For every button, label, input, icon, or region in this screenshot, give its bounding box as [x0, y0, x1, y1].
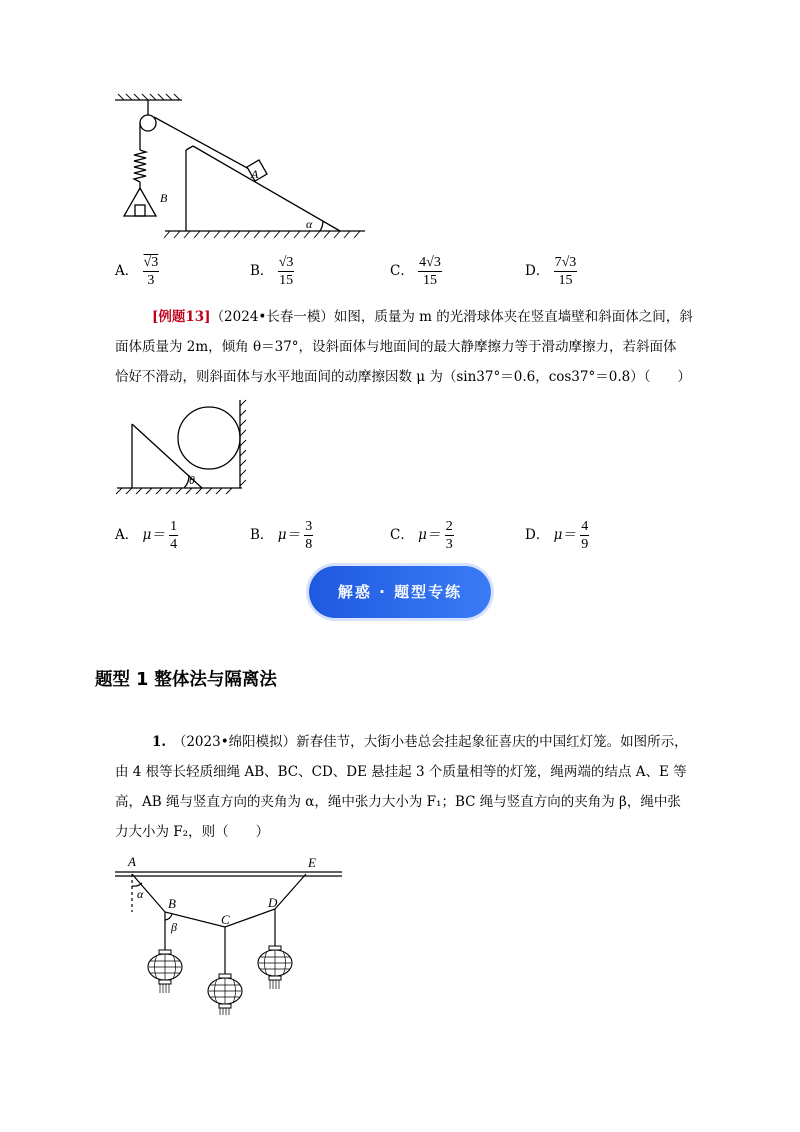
option-b[interactable] — [250, 254, 294, 289]
fraction-denominator: 3 — [147, 273, 155, 288]
fraction-numerator: 1 — [170, 519, 178, 534]
label-A: A — [251, 167, 259, 181]
option-letter: D． — [525, 527, 550, 543]
label-D: D — [268, 895, 278, 910]
fraction-denominator: 4 — [170, 537, 178, 552]
option-b[interactable] — [250, 518, 313, 553]
label-beta: β — [171, 920, 177, 934]
fraction-denominator: 15 — [279, 273, 294, 288]
mu-prefix: μ＝ — [553, 527, 576, 543]
fraction-denominator: 3 — [445, 537, 453, 552]
option-letter: B． — [250, 263, 274, 279]
label-A: A — [128, 854, 136, 869]
fraction-numerator: 2 — [445, 519, 453, 534]
fraction-numerator: √3 — [143, 255, 159, 270]
question-number: 1. — [152, 734, 167, 750]
question1-text — [115, 727, 725, 847]
label-theta: θ — [189, 473, 195, 487]
fraction-denominator: 15 — [422, 273, 437, 288]
example-line: （2024•长春一模）如图，质量为 m 的光滑球体夹在竖直墙壁和斜面体之间，斜 — [210, 309, 693, 325]
example-line: 恰好不滑动，则斜面体与水平地面间的动摩擦因数 μ 为（sin37°＝0.6，cos37°＝0.8）（ ） — [115, 369, 691, 385]
figure-lanterns — [110, 852, 350, 1017]
mu-prefix: μ＝ — [277, 527, 300, 543]
label-C: C — [221, 912, 230, 927]
label-alpha: α — [137, 887, 144, 901]
label-B: B — [168, 896, 176, 911]
fraction-denominator: 15 — [558, 273, 573, 288]
option-letter: C． — [390, 263, 414, 279]
fraction-numerator: 7√3 — [554, 255, 577, 270]
question-line: 由 4 根等长轻质细绳 AB、BC、CD、DE 悬挂起 3 个质量相等的灯笼，绳两端的结点 A、E 等 — [115, 764, 687, 780]
option-letter: A． — [115, 527, 139, 543]
option-letter: C． — [390, 527, 414, 543]
figure-pulley-incline — [110, 90, 370, 240]
option-a[interactable] — [115, 254, 159, 289]
lantern-left — [148, 950, 182, 993]
fraction-numerator: √3 — [278, 255, 294, 270]
section-banner: 解惑 · 题型专练 — [309, 566, 491, 618]
fraction-numerator: 4√3 — [419, 255, 441, 270]
lantern-middle — [208, 974, 242, 1015]
fraction-numerator: 3 — [305, 519, 313, 534]
example13-text — [115, 302, 715, 392]
option-c[interactable] — [390, 254, 442, 289]
option-letter: A． — [115, 263, 139, 279]
question-line: 力大小为 F₂，则（ ） — [115, 824, 270, 840]
option-d[interactable] — [525, 518, 589, 553]
fraction-denominator: 9 — [581, 537, 589, 552]
question-line: 高，AB 绳与竖直方向的夹角为 α，绳中张力大小为 F₁；BC 绳与竖直方向的夹角为 β，绳中张 — [115, 794, 681, 810]
label-E: E — [308, 855, 316, 870]
option-letter: B． — [250, 527, 274, 543]
lantern-right — [258, 946, 292, 989]
section-title: 题型 1 整体法与隔离法 — [95, 670, 277, 690]
mu-prefix: μ＝ — [418, 527, 441, 543]
mu-prefix: μ＝ — [142, 527, 165, 543]
label-B: B — [160, 191, 168, 205]
label-alpha: α — [306, 217, 313, 231]
figure-ball-wedge — [112, 398, 254, 496]
option-a[interactable] — [115, 518, 178, 553]
fraction-denominator: 8 — [305, 537, 313, 552]
fraction-numerator: 4 — [581, 519, 589, 534]
example-line: 面体质量为 2m，倾角 θ＝37°，设斜面体与地面间的最大静摩擦力等于滑动摩擦力，若斜面体 — [115, 339, 677, 355]
option-c[interactable] — [390, 518, 454, 553]
option-d[interactable] — [525, 254, 577, 289]
option-letter: D． — [525, 263, 550, 279]
example-tag: [例题13] — [152, 309, 211, 325]
question-line: （2023•绵阳模拟）新春佳节，大街小巷总会挂起象征喜庆的中国红灯笼。如图所示， — [179, 734, 688, 750]
